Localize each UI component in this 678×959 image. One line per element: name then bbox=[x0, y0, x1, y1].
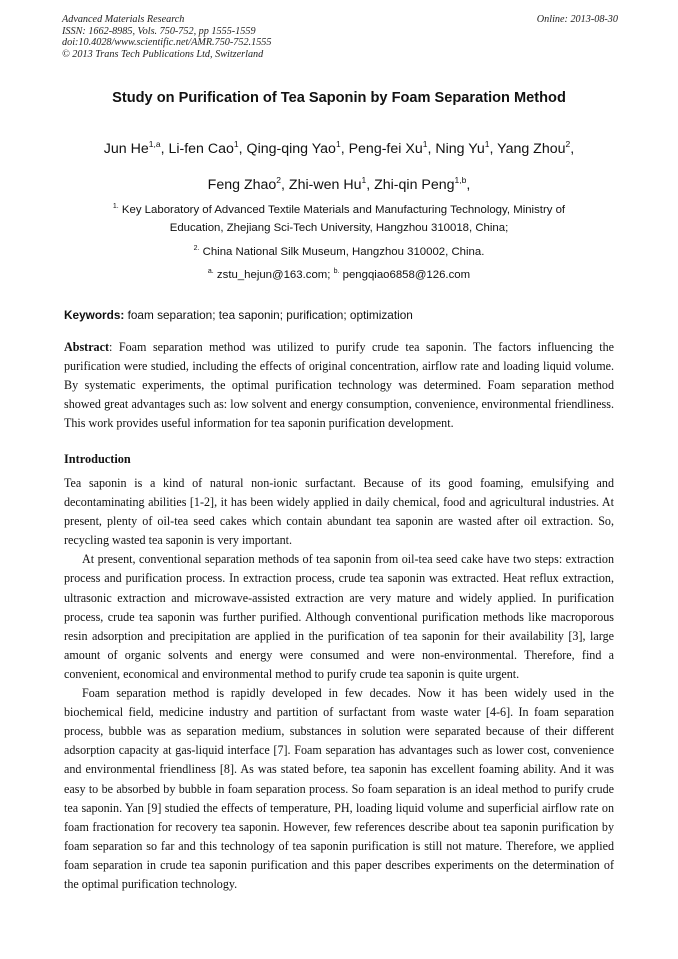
abstract bbox=[64, 338, 614, 433]
email-b[interactable]: pengqiao6858@126.com bbox=[342, 269, 471, 281]
author: Zhi-wen Hu$^1$, bbox=[288, 175, 375, 193]
journal-issn: ISSN: 1662-8985, Vols. 750-752, pp 1555-1559 bbox=[62, 25, 256, 37]
author: Peng-fei Xu$^1$, bbox=[348, 139, 436, 157]
journal-header bbox=[62, 14, 618, 60]
email-line bbox=[60, 266, 618, 284]
affiliation-mark: 2. bbox=[193, 245, 200, 252]
keywords-label: Keywords: bbox=[64, 308, 125, 322]
paper-title: Study on Purification of Tea Saponin by Foam Separation Method bbox=[112, 90, 566, 106]
online-date: Online: 2013-08-30 bbox=[536, 14, 618, 25]
section-heading-introduction: Introduction bbox=[64, 452, 131, 466]
journal-copyright: © 2013 Trans Tech Publications Ltd, Switzerland bbox=[62, 48, 264, 60]
author: Jun He$^{1,a}$, bbox=[103, 139, 169, 157]
affiliation-2 bbox=[60, 243, 618, 261]
author: Feng Zhao$^2$, bbox=[207, 175, 289, 193]
journal-name: Advanced Materials Research bbox=[62, 14, 185, 25]
email-a[interactable]: zstu_hejun@163.com; bbox=[216, 269, 331, 281]
author: Zhi-qin Peng$^{1,b}$, bbox=[374, 175, 471, 193]
affiliation-line: Key Laboratory of Advanced Textile Materials and Manufacturing Technology, Ministry of bbox=[121, 204, 566, 216]
email-mark: b. bbox=[333, 268, 340, 275]
author: Qing-qing Yao$^1$, bbox=[246, 139, 349, 157]
journal-doi: doi:10.4028/www.scientific.net/AMR.750-752.1555 bbox=[62, 37, 272, 49]
abstract-text: : Foam separation method was utilized to purify crude tea saponin. The factors influencing the purification were studied, including the effects of original concentration, airflow rate and loading liquid volume. By systematic experiments, the optimal purification technology was determined. Foam separation method showed great advantages such as: low solvent and energy consumption, convenience, environmental friendliness. This work provides useful information for tea saponin purification development. bbox=[64, 340, 614, 431]
paragraph: Foam separation method is rapidly developed in few decades. Now it has been widely used in the biochemical field, medicine industry and partition of surfactant from waste water [4-6]. In foam separation process, bubble was as separation medium, substances in solution were separated because of their different adsorption capacity at gas-liquid interface [7]. Foam separation has advantages such as lower cost, convenience and environmental friendliness [8]. As was stated before, tea saponin has excellent foaming ability. And it was easy to be absorbed by bubble in foam separation process. So foam separation is an ideal method to purify crude tea saponin. Yan [9] studied the effects of temperature, PH, loading liquid volume and superficial airflow rate on foam fractionation for recovery tea saponin. However, few references describe about tea saponin purification by foam separation so far and this technology of tea saponin purification is still not mature. Therefore, we applied foam separation in crude tea saponin purification and this paper describes experiments on the determination of the optimal purification technology. bbox=[64, 686, 614, 891]
keywords-text: foam separation; tea saponin; purification; optimization bbox=[127, 308, 413, 322]
keywords bbox=[64, 308, 620, 322]
author-list bbox=[40, 131, 638, 203]
affiliation-line: Education, Zhejiang Sci-Tech University, Hangzhou 310018, China; bbox=[169, 222, 509, 235]
introduction-body bbox=[64, 474, 614, 894]
abstract-label: Abstract bbox=[64, 340, 110, 354]
author-line-1 bbox=[40, 131, 638, 167]
author-line-2 bbox=[40, 167, 638, 203]
author: Ning Yu$^1$, bbox=[435, 139, 498, 157]
author: Li-fen Cao$^1$, bbox=[168, 139, 247, 157]
affiliation-1 bbox=[60, 201, 618, 238]
affiliation-text: China National Silk Museum, Hangzhou 310002, China. bbox=[202, 246, 485, 258]
author: Yang Zhou$^2$, bbox=[497, 139, 575, 157]
affiliation-mark: 1. bbox=[112, 203, 119, 210]
paragraph: Tea saponin is a kind of natural non-ionic surfactant. Because of its good foaming, emulsifying and decontaminating abilities [1-2], it has been widely applied in daily chemical, food and agricultural industries. At present, plenty of oil-tea seed cakes which contain abundant tea saponin are wasted after oil extraction. So, recycling wasted tea saponin is very important. bbox=[64, 476, 614, 548]
email-mark: a. bbox=[207, 268, 214, 275]
paragraph: At present, conventional separation methods of tea saponin from oil-tea seed cake have two steps: extraction process and purification process. In extraction process, crude tea saponin was extracted. Heat reflux extraction, ultrasonic extraction and microwave-assisted extraction are very mature and widely applied. In purification process, crude tea saponin was further purified. Although conventional purification methods like macroporous resin adsorption and precipitation are applied in the purification of tea saponin for their availability [3], large amount of organic solvents and energy were consumed and were non-environmental. Therefore, find a convenient, economical and environmental method to purify crude tea saponin is quite urgent. bbox=[64, 552, 614, 681]
